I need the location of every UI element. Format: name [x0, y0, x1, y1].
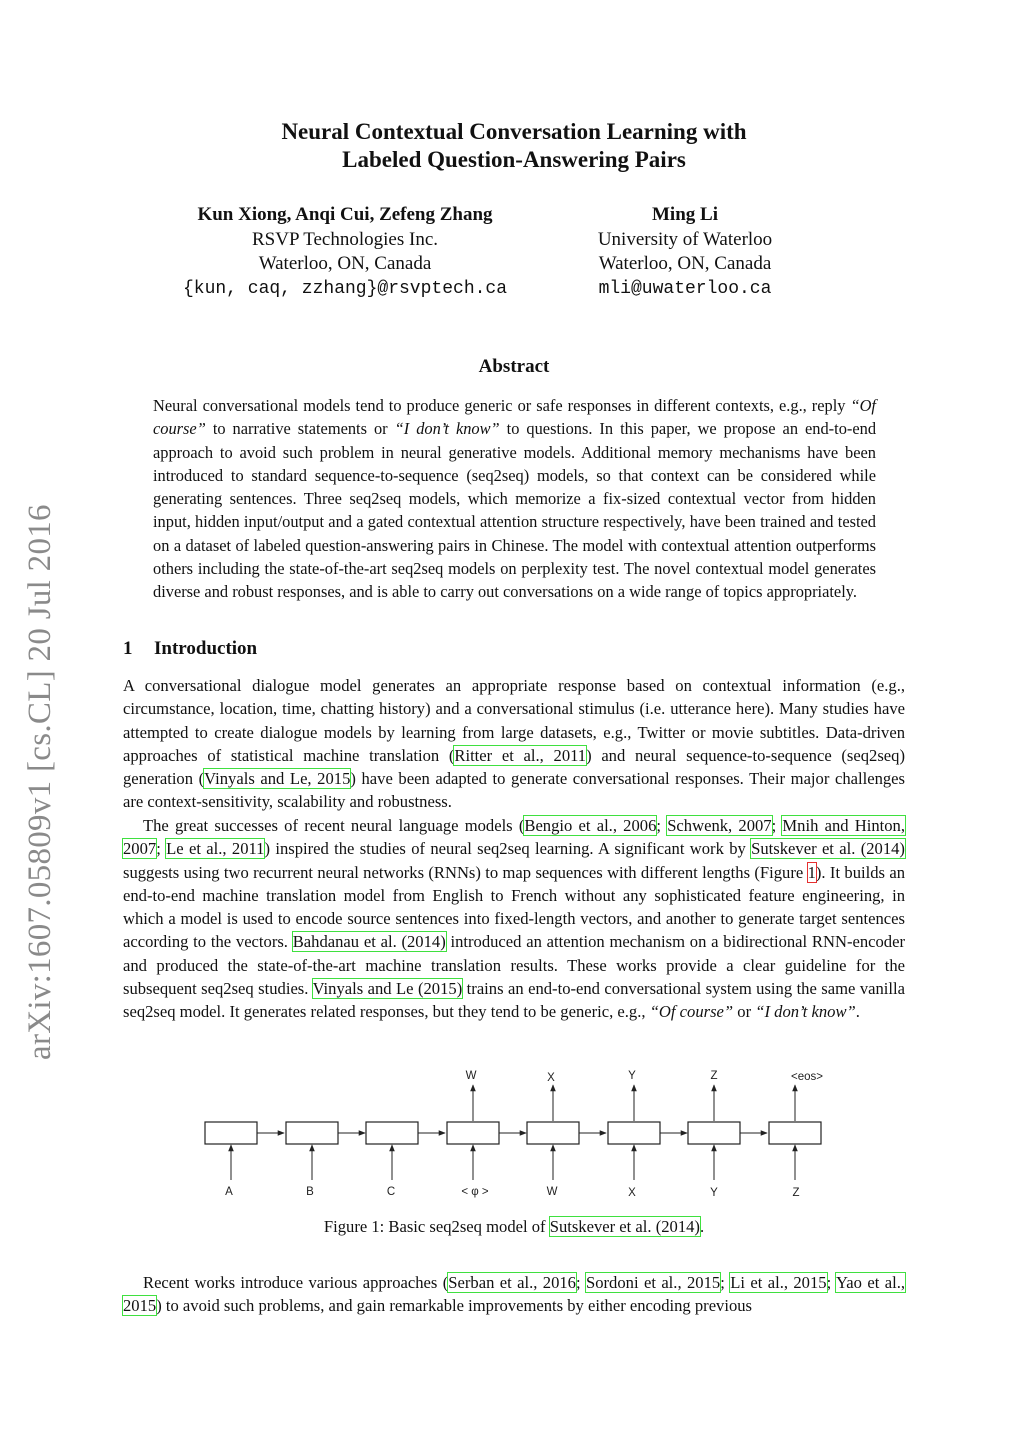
abstract-text: to questions. In this paper, we propose an end-to-end approach to avoid such problem in neural generative models. Additional memory mechanisms have been introduced to standard sequence-to-sequence (seq2seq) models, so that context can be considered while generating sentences. Three seq2seq models, which memorize a fix-sized contextual vector from hidden input, hidden input/output and a gated contextual attention structure respectively, have been trained and tested on a dataset of labeled question-answering pairs in Chinese. The model with contextual attention outperforms others including the state-of-the-art seq2seq models on perplexity test. The novel contextual model generates diverse and robust responses, and is able to carry out conversations on a wide range of topics appropriately. — [153, 419, 877, 602]
input-token-label: < φ > — [461, 1186, 489, 1198]
paragraph-text: trains an end-to-end conversational system using the same vanilla seq2seq model. It generates related responses, but they tend to be generic, e.g., — [123, 979, 905, 1022]
input-token-label: B — [306, 1186, 314, 1198]
citation-link[interactable]: Vinyals and Le, 2015 — [204, 769, 351, 789]
citation-link[interactable]: Sutskever et al. (2014) — [751, 839, 905, 859]
paragraph-text: . — [855, 1002, 860, 1022]
seq2seq-diagram-svg — [200, 1062, 830, 1202]
separator: ; — [156, 839, 167, 859]
citation-link[interactable]: Sordoni et al., 2015 — [586, 1273, 721, 1292]
abstract-text: Neural conversational models tend to produce generic or safe responses in different contexts, e.g., reply — [153, 396, 851, 415]
author-block-1 — [150, 203, 540, 301]
citation-link[interactable]: Yao et al., 2015 — [123, 1273, 905, 1316]
intro-paragraph-3 — [123, 1271, 905, 1318]
abstract-quote: “I don’t know” — [394, 419, 500, 439]
author-location: Waterloo, ON, Canada — [258, 253, 432, 274]
separator: ; — [575, 1273, 586, 1292]
paragraph-text: introduced an attention mechanism on a bidirectional RNN-encoder and produced the state-of-the-art machine translation results. These works provide a clear guideline for the subsequent seq2seq studies. — [123, 932, 905, 999]
quote: “I don’t know” — [755, 1002, 856, 1022]
quote: “Of course” — [649, 1002, 734, 1022]
citation-link[interactable]: Vinyals and Le (2015) — [312, 979, 463, 999]
intro-paragraph-1 — [123, 674, 905, 814]
author-block-2 — [570, 203, 800, 301]
paragraph-text: ). It builds an end-to-end machine translation model from English to French without any sophisticated feature engineering, in which a model is used to encode source sentences into fixed-length vectors, and another to generate target sentences according to the vectors. — [123, 862, 905, 952]
paragraph-text: ) inspired the studies of neural seq2seq learning. A significant work by — [264, 839, 752, 859]
figure-1-seq2seq-diagram — [200, 1062, 830, 1202]
author-affiliation: University of Waterloo — [597, 228, 773, 250]
input-token-label: C — [386, 1186, 396, 1198]
output-token-label: W — [465, 1070, 477, 1082]
abstract-heading: Abstract — [478, 356, 550, 377]
section-heading — [123, 638, 257, 660]
abstract-quote: “Of course” — [153, 396, 876, 439]
rnn-cell — [527, 1122, 579, 1144]
paper-title — [160, 118, 868, 174]
rnn-cell — [205, 1122, 257, 1144]
input-token-label: X — [628, 1187, 636, 1199]
paragraph-text: The great successes of recent neural language models ( — [143, 816, 525, 835]
caption-text: . — [699, 1217, 705, 1236]
abstract-text: to narrative statements or — [205, 419, 395, 439]
citation-link[interactable]: Li et al., 2015 — [730, 1273, 827, 1292]
output-token-label: X — [547, 1072, 555, 1084]
rnn-cell — [447, 1122, 499, 1144]
author-email: {kun, caq, zzhang}@rsvptech.ca — [182, 278, 508, 299]
figure-reference-link[interactable]: 1 — [807, 862, 816, 882]
output-token-label: Z — [710, 1070, 718, 1082]
figure-caption — [0, 1217, 1024, 1237]
title-line-2: Labeled Question-Answering Pairs — [342, 147, 686, 172]
abstract-body — [153, 394, 876, 604]
rnn-cell — [688, 1122, 740, 1144]
paragraph-text: ) to avoid such problems, and gain remarkable improvements by either encoding previous — [156, 1296, 753, 1316]
citation-link[interactable]: Bengio et al., 2006 — [524, 816, 657, 835]
section-number: 1 — [123, 638, 133, 659]
citation-link[interactable]: Serban et al., 2016 — [448, 1273, 576, 1292]
input-token-label: A — [225, 1186, 233, 1198]
caption-text: Figure 1: Basic seq2seq model of — [323, 1217, 550, 1236]
author-affiliation: RSVP Technologies Inc. — [251, 228, 439, 250]
rnn-cell — [769, 1122, 821, 1144]
paragraph-text: A conversational dialogue model generates an appropriate response based on contextual information (e.g., circumstance, location, time, chatting history) and a conversational stimulus (i.e. utterance here). Many studies have attempted to create dialogue models by learning from large datasets, e.g., Twitter or movie subtitles. Data-driven approaches of statistical machine translation ( — [123, 676, 905, 765]
author-names: Kun Xiong, Anqi Cui, Zefeng Zhang — [197, 204, 493, 225]
arxiv-identifier[interactable]: arXiv:1607.05809v1 [cs.CL] 20 Jul 2016 — [22, 504, 58, 1060]
separator: ; — [771, 816, 783, 835]
rnn-cell — [608, 1122, 660, 1144]
paragraph-text: Recent works introduce various approaches ( — [143, 1273, 449, 1292]
rnn-cell — [286, 1122, 338, 1144]
rnn-cell — [366, 1122, 418, 1144]
author-names: Ming Li — [652, 204, 718, 225]
paragraph-text: ) have been adapted to generate conversational responses. Their major challenges are context-sensitivity, scalability and robustness. — [123, 769, 905, 812]
separator: ; — [720, 1273, 731, 1292]
paragraph-text: or — [733, 1002, 756, 1022]
author-email: mli@uwaterloo.ca — [598, 278, 772, 299]
separator: ; — [826, 1273, 836, 1292]
output-token-label: Y — [628, 1070, 636, 1082]
citation-link[interactable]: Mnih and Hinton, 2007 — [123, 816, 905, 859]
output-token-label: <eos> — [791, 1071, 823, 1083]
input-token-label: Y — [710, 1187, 718, 1199]
citation-link[interactable]: Le et al., 2011 — [166, 839, 265, 859]
input-token-label: Z — [792, 1187, 800, 1199]
section-title: Introduction — [154, 638, 258, 659]
title-line-1: Neural Contextual Conversation Learning with — [281, 119, 747, 144]
intro-paragraph-2 — [123, 814, 905, 1024]
author-location: Waterloo, ON, Canada — [598, 253, 772, 274]
citation-link[interactable]: Bahdanau et al. (2014) — [292, 932, 446, 952]
citation-link[interactable]: Schwenk, 2007 — [667, 816, 772, 835]
paragraph-text: suggests using two recurrent neural networks (RNNs) to map sequences with different lengths (Figure — [123, 862, 808, 882]
citation-link[interactable]: Ritter et al., 2011 — [454, 745, 587, 765]
paragraph-text: ) and neural sequence-to-sequence (seq2seq) generation ( — [123, 745, 905, 789]
citation-link[interactable]: Sutskever et al. (2014) — [549, 1217, 700, 1236]
separator: ; — [656, 816, 668, 835]
input-token-label: W — [546, 1186, 558, 1198]
